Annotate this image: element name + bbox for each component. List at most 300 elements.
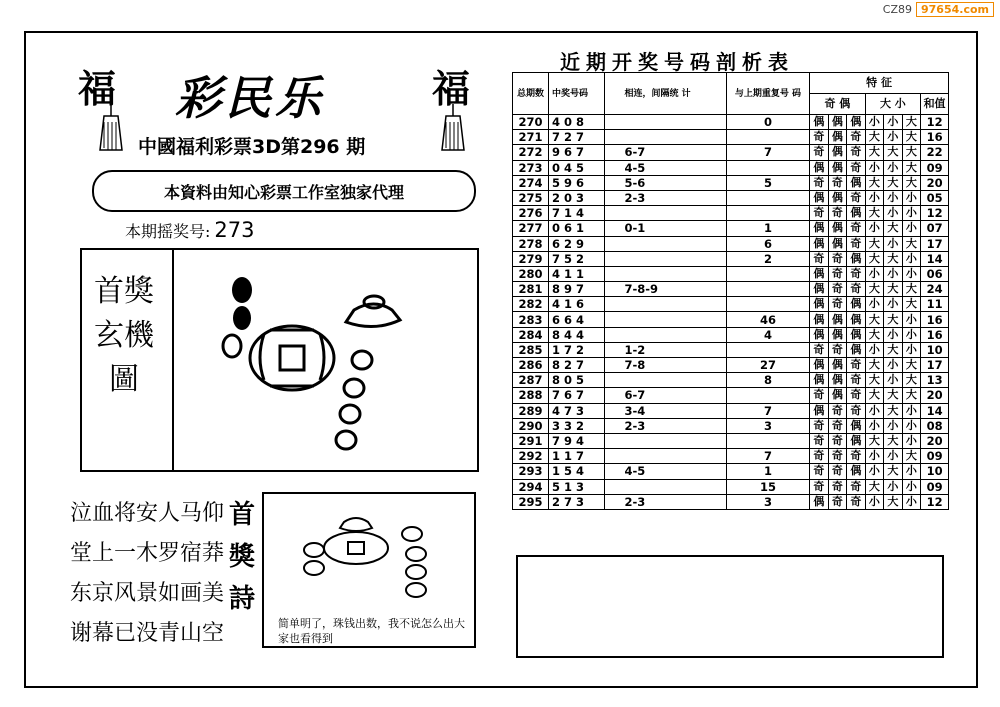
cell-parity: 偶 — [828, 373, 847, 388]
cell-number: 752 — [548, 251, 604, 266]
cell-parity: 奇 — [828, 494, 847, 509]
cell-parity: 偶 — [828, 160, 847, 175]
cell-size: 小 — [884, 327, 903, 342]
poem-line: 东京风景如画美 — [70, 581, 225, 606]
cell-parity: 偶 — [810, 221, 829, 236]
cell-sum: 17 — [921, 236, 949, 251]
cell-parity: 奇 — [828, 479, 847, 494]
cell-period: 270 — [513, 115, 549, 130]
cell-size: 小 — [902, 251, 921, 266]
tassel-right-icon — [438, 104, 468, 158]
cell-size: 大 — [902, 388, 921, 403]
cell-parity: 偶 — [828, 130, 847, 145]
col-period: 总期数 — [513, 73, 549, 115]
cell-size: 小 — [902, 206, 921, 221]
cell-number: 061 — [548, 221, 604, 236]
cell-size: 小 — [902, 266, 921, 281]
cell-repeat — [726, 282, 809, 297]
cell-period: 280 — [513, 266, 549, 281]
cell-relation: 7-8-9 — [604, 282, 726, 297]
cell-size: 大 — [884, 251, 903, 266]
cell-parity: 偶 — [847, 297, 866, 312]
cell-size: 小 — [865, 221, 884, 236]
cell-sum: 20 — [921, 388, 949, 403]
agent-banner: 本資料由知心彩票工作室独家代理 — [92, 170, 476, 212]
cell-relation: 2-3 — [604, 418, 726, 433]
cell-sum: 13 — [921, 373, 949, 388]
cell-relation — [604, 266, 726, 281]
cell-size: 大 — [865, 236, 884, 251]
cell-size: 小 — [902, 342, 921, 357]
cell-repeat — [726, 433, 809, 448]
cell-repeat: 6 — [726, 236, 809, 251]
cell-parity: 偶 — [847, 464, 866, 479]
cell-size: 大 — [902, 160, 921, 175]
poem-line: 堂上一木罗宿莽 — [70, 541, 225, 566]
cell-number: 416 — [548, 297, 604, 312]
cell-repeat: 8 — [726, 373, 809, 388]
cell-parity: 奇 — [810, 175, 829, 190]
cell-number: 967 — [548, 145, 604, 160]
cell-size: 大 — [902, 373, 921, 388]
poem-title: 首獎詩 — [228, 500, 255, 614]
table-row — [513, 342, 949, 357]
cell-size: 小 — [902, 418, 921, 433]
cell-number: 117 — [548, 449, 604, 464]
cell-parity: 奇 — [847, 358, 866, 373]
cell-size: 大 — [865, 327, 884, 342]
notes-box — [516, 555, 944, 658]
cell-size: 小 — [884, 160, 903, 175]
cell-parity: 奇 — [847, 373, 866, 388]
cell-size: 小 — [902, 479, 921, 494]
cell-parity: 奇 — [828, 418, 847, 433]
cell-parity: 奇 — [847, 282, 866, 297]
cell-relation: 2-3 — [604, 190, 726, 205]
cell-size: 大 — [884, 494, 903, 509]
col-repeat: 与上期重复号 码 — [726, 73, 809, 115]
cell-sum: 10 — [921, 342, 949, 357]
cell-size: 小 — [865, 403, 884, 418]
cell-parity: 偶 — [810, 358, 829, 373]
cell-period: 284 — [513, 327, 549, 342]
cell-relation — [604, 373, 726, 388]
cell-period: 290 — [513, 418, 549, 433]
cell-repeat: 7 — [726, 403, 809, 418]
cell-number: 596 — [548, 175, 604, 190]
cell-parity: 偶 — [810, 266, 829, 281]
cell-number: 767 — [548, 388, 604, 403]
cell-size: 小 — [902, 464, 921, 479]
cell-repeat — [726, 342, 809, 357]
cell-repeat — [726, 130, 809, 145]
cell-period: 286 — [513, 358, 549, 373]
cell-size: 大 — [902, 145, 921, 160]
cell-period: 293 — [513, 464, 549, 479]
cell-sum: 06 — [921, 266, 949, 281]
history-table — [512, 72, 949, 510]
cell-relation — [604, 433, 726, 448]
cell-sum: 14 — [921, 251, 949, 266]
cell-parity: 奇 — [847, 130, 866, 145]
cell-parity: 奇 — [847, 160, 866, 175]
cell-size: 大 — [865, 479, 884, 494]
table-row — [513, 206, 949, 221]
poem-line: 谢幕已没青山空 — [70, 621, 225, 646]
cell-period: 281 — [513, 282, 549, 297]
cell-number: 827 — [548, 358, 604, 373]
draw-number: 273 — [214, 218, 255, 242]
puzzle-title: 首獎玄機圖 — [94, 274, 154, 397]
brand-logo: 彩民乐 — [175, 71, 325, 125]
cell-size: 大 — [865, 373, 884, 388]
col-size: 大 小 — [865, 94, 921, 115]
cell-size: 大 — [884, 388, 903, 403]
cell-number: 664 — [548, 312, 604, 327]
cell-number: 727 — [548, 130, 604, 145]
cell-size: 大 — [902, 115, 921, 130]
poem-hint-box — [262, 492, 476, 648]
cell-number: 714 — [548, 206, 604, 221]
cell-parity: 偶 — [810, 160, 829, 175]
cell-size: 小 — [902, 403, 921, 418]
cell-parity: 偶 — [810, 190, 829, 205]
cell-sum: 09 — [921, 160, 949, 175]
cell-parity: 偶 — [810, 327, 829, 342]
cell-number: 273 — [548, 494, 604, 509]
cell-parity: 奇 — [828, 433, 847, 448]
cell-parity: 偶 — [828, 236, 847, 251]
table-row — [513, 236, 949, 251]
cell-parity: 偶 — [847, 115, 866, 130]
cell-repeat: 3 — [726, 494, 809, 509]
watermark-code: CZ89 — [882, 3, 912, 16]
table-row — [513, 190, 949, 205]
cell-size: 大 — [865, 206, 884, 221]
cell-parity: 偶 — [847, 327, 866, 342]
cell-parity: 偶 — [828, 115, 847, 130]
cell-size: 小 — [902, 221, 921, 236]
col-parity: 奇 偶 — [810, 94, 866, 115]
hint-picture-icon — [292, 508, 452, 613]
cell-size: 小 — [884, 358, 903, 373]
cell-relation: 4-5 — [604, 464, 726, 479]
cell-size: 小 — [884, 479, 903, 494]
cell-size: 小 — [884, 449, 903, 464]
cell-number: 897 — [548, 282, 604, 297]
cell-sum: 16 — [921, 130, 949, 145]
cell-number: 844 — [548, 327, 604, 342]
cell-size: 大 — [884, 175, 903, 190]
cell-size: 小 — [902, 494, 921, 509]
cell-repeat: 2 — [726, 251, 809, 266]
table-row — [513, 494, 949, 509]
cell-repeat: 46 — [726, 312, 809, 327]
cell-repeat: 1 — [726, 221, 809, 236]
cell-relation — [604, 297, 726, 312]
cell-parity: 奇 — [847, 190, 866, 205]
cell-parity: 偶 — [847, 251, 866, 266]
table-row — [513, 145, 949, 160]
cell-size: 小 — [865, 494, 884, 509]
cell-period: 289 — [513, 403, 549, 418]
table-row — [513, 388, 949, 403]
history-table-title: 近期开奖号码剖析表 — [560, 50, 794, 74]
hint-caption: 简单明了，珠钱出数，我不说怎么出大家也看得到 — [278, 617, 465, 645]
cell-period: 285 — [513, 342, 549, 357]
cell-size: 大 — [865, 388, 884, 403]
cell-repeat: 7 — [726, 145, 809, 160]
cell-parity: 偶 — [847, 418, 866, 433]
cell-size: 大 — [902, 297, 921, 312]
cell-size: 小 — [865, 266, 884, 281]
cell-parity: 偶 — [810, 297, 829, 312]
cell-size: 大 — [865, 145, 884, 160]
cell-parity: 偶 — [810, 403, 829, 418]
cell-relation — [604, 115, 726, 130]
table-row — [513, 297, 949, 312]
cell-parity: 奇 — [810, 145, 829, 160]
cell-parity: 奇 — [828, 464, 847, 479]
table-row — [513, 251, 949, 266]
cell-sum: 20 — [921, 433, 949, 448]
cell-size: 小 — [902, 327, 921, 342]
cell-parity: 偶 — [828, 358, 847, 373]
cell-sum: 07 — [921, 221, 949, 236]
cell-parity: 偶 — [828, 145, 847, 160]
fu-char-left: 福 — [78, 66, 117, 111]
table-row — [513, 479, 949, 494]
cell-parity: 奇 — [810, 388, 829, 403]
cell-number: 172 — [548, 342, 604, 357]
cell-period: 276 — [513, 206, 549, 221]
cell-parity: 偶 — [828, 221, 847, 236]
col-sum: 和值 — [921, 94, 949, 115]
cell-parity: 奇 — [828, 206, 847, 221]
cell-parity: 奇 — [810, 479, 829, 494]
cell-parity: 奇 — [847, 403, 866, 418]
col-number: 中奖号码 — [548, 73, 604, 115]
cell-size: 大 — [902, 358, 921, 373]
table-row — [513, 373, 949, 388]
cell-size: 小 — [884, 236, 903, 251]
cell-size: 大 — [902, 130, 921, 145]
table-row — [513, 160, 949, 175]
cell-relation — [604, 251, 726, 266]
cell-parity: 奇 — [810, 464, 829, 479]
cell-size: 小 — [865, 418, 884, 433]
cell-parity: 偶 — [828, 327, 847, 342]
cell-number: 408 — [548, 115, 604, 130]
cell-number: 473 — [548, 403, 604, 418]
cell-period: 279 — [513, 251, 549, 266]
cell-number: 332 — [548, 418, 604, 433]
cell-size: 大 — [884, 342, 903, 357]
cell-relation — [604, 327, 726, 342]
cell-sum: 11 — [921, 297, 949, 312]
cell-size: 大 — [884, 221, 903, 236]
cell-size: 小 — [884, 373, 903, 388]
cell-relation: 2-3 — [604, 494, 726, 509]
cell-relation — [604, 206, 726, 221]
cell-parity: 奇 — [847, 221, 866, 236]
cell-size: 大 — [865, 312, 884, 327]
cell-size: 大 — [884, 464, 903, 479]
cell-sum: 12 — [921, 206, 949, 221]
table-row — [513, 327, 949, 342]
cell-parity: 偶 — [828, 388, 847, 403]
cell-relation: 4-5 — [604, 160, 726, 175]
cell-relation — [604, 312, 726, 327]
cell-parity: 奇 — [828, 266, 847, 281]
cell-parity: 奇 — [847, 494, 866, 509]
cell-repeat: 27 — [726, 358, 809, 373]
cell-parity: 奇 — [810, 418, 829, 433]
cell-relation: 6-7 — [604, 388, 726, 403]
cell-size: 小 — [865, 464, 884, 479]
cell-parity: 偶 — [847, 175, 866, 190]
cell-size: 小 — [865, 342, 884, 357]
cell-repeat: 4 — [726, 327, 809, 342]
cell-relation: 3-4 — [604, 403, 726, 418]
cell-number: 794 — [548, 433, 604, 448]
cell-size: 大 — [865, 358, 884, 373]
cell-parity: 奇 — [828, 297, 847, 312]
draw-number-line — [125, 218, 255, 242]
cell-relation — [604, 449, 726, 464]
tassel-left-icon — [96, 104, 126, 158]
cell-parity: 奇 — [847, 388, 866, 403]
cell-parity: 奇 — [847, 266, 866, 281]
cell-parity: 奇 — [828, 175, 847, 190]
cell-relation: 6-7 — [604, 145, 726, 160]
cell-repeat — [726, 160, 809, 175]
cell-period: 274 — [513, 175, 549, 190]
table-row — [513, 418, 949, 433]
cell-size: 大 — [865, 130, 884, 145]
cell-parity: 奇 — [847, 236, 866, 251]
cell-sum: 16 — [921, 327, 949, 342]
table-row — [513, 115, 949, 130]
cell-period: 294 — [513, 479, 549, 494]
cell-size: 大 — [884, 312, 903, 327]
fu-char-right: 福 — [432, 66, 471, 111]
cell-parity: 偶 — [810, 236, 829, 251]
cell-parity: 偶 — [810, 115, 829, 130]
cell-repeat: 1 — [726, 464, 809, 479]
cell-size: 小 — [902, 312, 921, 327]
table-row — [513, 449, 949, 464]
cell-repeat — [726, 206, 809, 221]
cell-parity: 偶 — [847, 342, 866, 357]
cell-size: 大 — [884, 433, 903, 448]
cell-sum: 12 — [921, 494, 949, 509]
cell-size: 小 — [884, 190, 903, 205]
cell-sum: 10 — [921, 464, 949, 479]
cell-repeat — [726, 190, 809, 205]
cell-sum: 08 — [921, 418, 949, 433]
cell-parity: 奇 — [810, 251, 829, 266]
cell-sum: 12 — [921, 115, 949, 130]
cell-size: 大 — [865, 251, 884, 266]
table-row — [513, 282, 949, 297]
cell-parity: 奇 — [828, 282, 847, 297]
cell-parity: 偶 — [847, 206, 866, 221]
cell-sum: 09 — [921, 449, 949, 464]
cell-size: 大 — [884, 145, 903, 160]
cell-size: 大 — [902, 236, 921, 251]
cell-parity: 奇 — [810, 130, 829, 145]
cell-relation — [604, 130, 726, 145]
cell-period: 275 — [513, 190, 549, 205]
cell-parity: 奇 — [847, 145, 866, 160]
cell-size: 小 — [884, 206, 903, 221]
cell-parity: 奇 — [828, 449, 847, 464]
cell-parity: 奇 — [810, 206, 829, 221]
cell-repeat — [726, 388, 809, 403]
table-row — [513, 403, 949, 418]
cell-parity: 奇 — [810, 342, 829, 357]
cell-size: 小 — [902, 433, 921, 448]
cell-sum: 09 — [921, 479, 949, 494]
cell-size: 大 — [884, 403, 903, 418]
cell-parity: 奇 — [828, 403, 847, 418]
table-row — [513, 312, 949, 327]
cell-sum: 05 — [921, 190, 949, 205]
watermark — [883, 2, 994, 17]
watermark-site[interactable]: 97654.com — [916, 2, 994, 17]
cell-relation — [604, 236, 726, 251]
cell-sum: 14 — [921, 403, 949, 418]
cell-size: 小 — [865, 190, 884, 205]
table-row — [513, 266, 949, 281]
cell-size: 大 — [902, 449, 921, 464]
puzzle-picture-icon — [174, 250, 474, 466]
issue-title: 中國福利彩票3D第296 期 — [138, 136, 366, 158]
cell-sum: 20 — [921, 175, 949, 190]
cell-relation: 7-8 — [604, 358, 726, 373]
cell-parity: 偶 — [810, 494, 829, 509]
table-row — [513, 433, 949, 448]
cell-size: 小 — [865, 449, 884, 464]
cell-size: 小 — [884, 266, 903, 281]
poem-line: 泣血将安人马仰 — [70, 501, 225, 526]
col-relation: 相连，间隔统 计 — [604, 73, 726, 115]
cell-parity: 奇 — [810, 433, 829, 448]
cell-period: 295 — [513, 494, 549, 509]
cell-repeat — [726, 297, 809, 312]
cell-size: 大 — [865, 175, 884, 190]
table-row — [513, 175, 949, 190]
cell-size: 大 — [902, 175, 921, 190]
cell-relation: 1-2 — [604, 342, 726, 357]
table-row — [513, 464, 949, 479]
cell-sum: 22 — [921, 145, 949, 160]
cell-number: 411 — [548, 266, 604, 281]
cell-size: 小 — [884, 115, 903, 130]
cell-size: 小 — [865, 160, 884, 175]
cell-period: 272 — [513, 145, 549, 160]
cell-size: 大 — [902, 282, 921, 297]
cell-parity: 偶 — [847, 312, 866, 327]
cell-repeat — [726, 266, 809, 281]
cell-parity: 偶 — [828, 312, 847, 327]
cell-size: 小 — [865, 115, 884, 130]
cell-parity: 奇 — [810, 449, 829, 464]
cell-number: 805 — [548, 373, 604, 388]
cell-size: 大 — [865, 433, 884, 448]
cell-period: 271 — [513, 130, 549, 145]
